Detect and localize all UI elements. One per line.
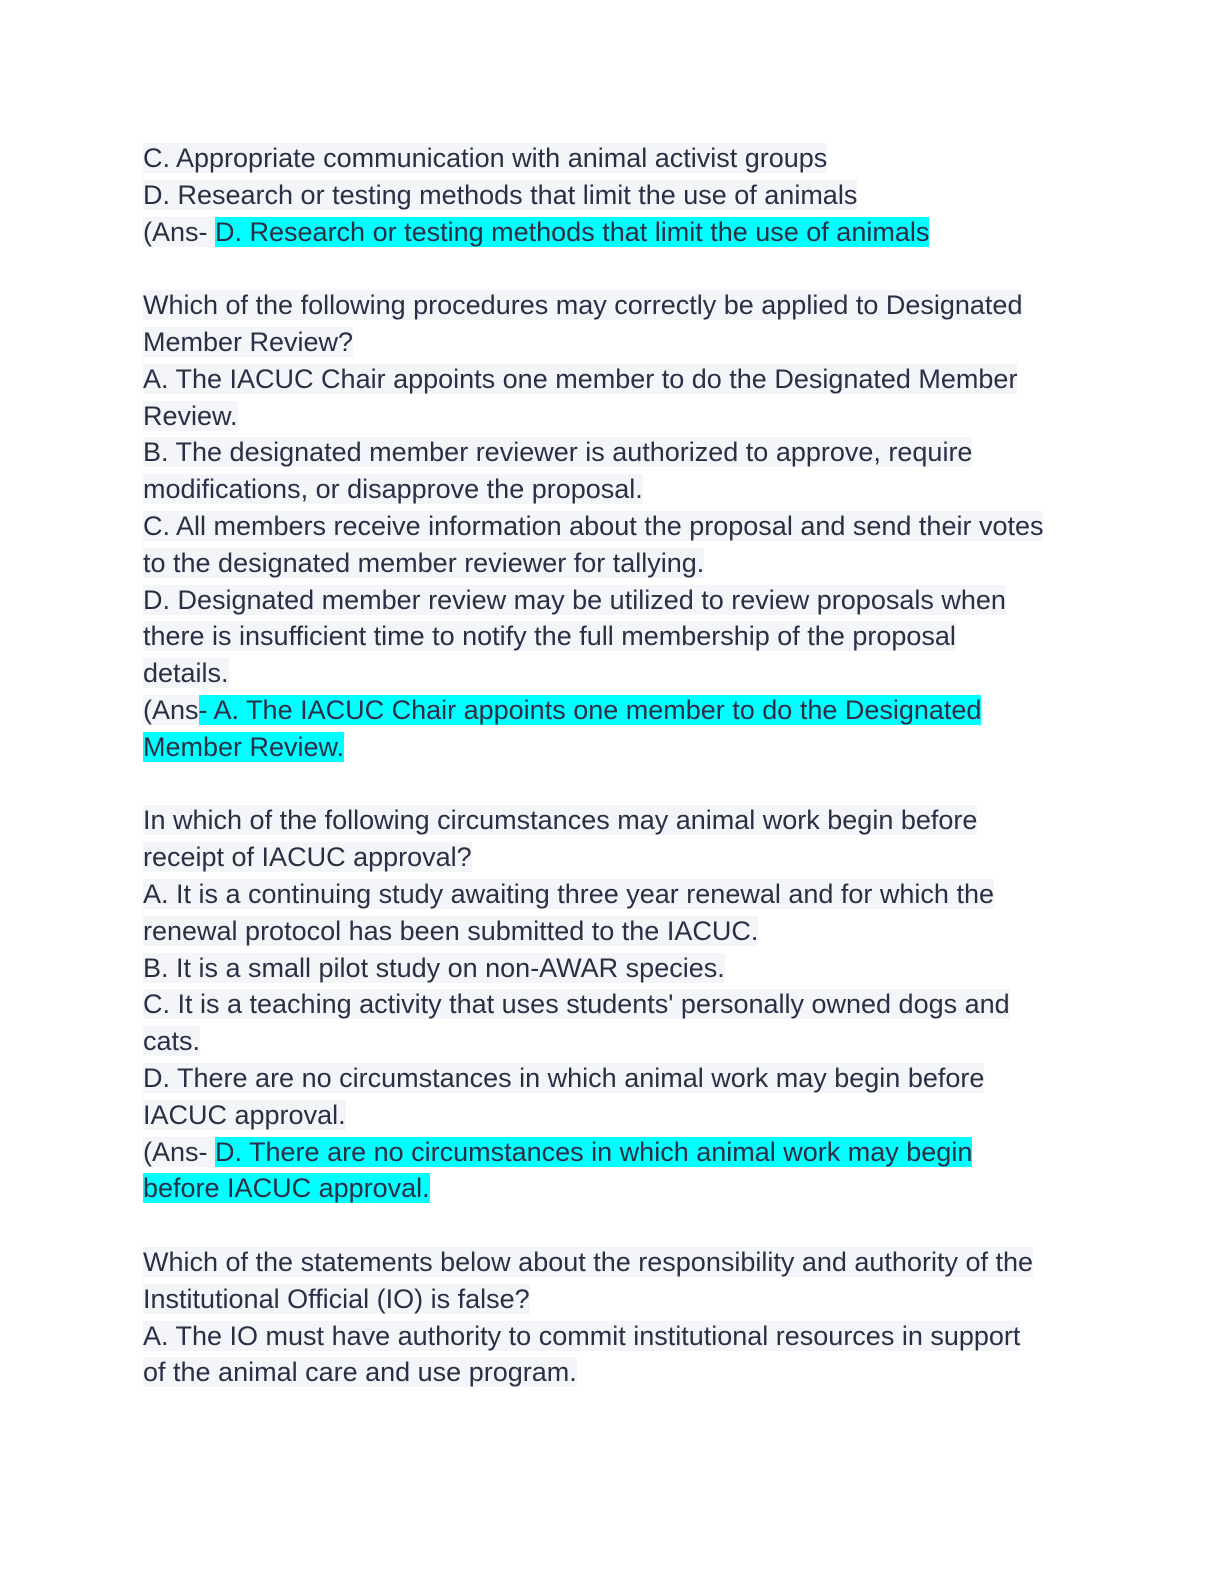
question-text: Which of the statements below about the responsibility and authority of the <box>143 1246 1034 1277</box>
question-line <box>143 802 1103 839</box>
answer-line <box>143 1134 1103 1171</box>
option-d-text: D. Research or testing methods that limit the use of animals <box>143 179 858 210</box>
option-c-text: C. All members receive information about the proposal and send their votes <box>143 510 1044 541</box>
answer-highlight: before IACUC approval. <box>143 1173 430 1204</box>
answer-prefix: (Ans <box>143 694 199 725</box>
option-line <box>143 950 1103 987</box>
option-line <box>143 545 1103 582</box>
question-text: In which of the following circumstances may animal work begin before <box>143 805 978 836</box>
option-a-text: A. It is a continuing study awaiting three year renewal and for which the <box>143 878 994 909</box>
option-line <box>143 434 1103 471</box>
option-line <box>143 1318 1103 1355</box>
answer-highlight: - A. The IACUC Chair appoints one member to do the Designated <box>198 694 982 725</box>
option-line <box>143 361 1103 398</box>
option-line <box>143 140 1103 177</box>
option-a-text: of the animal care and use program. <box>143 1357 577 1388</box>
option-c-text: C. Appropriate communication with animal activist groups <box>143 143 828 173</box>
spacer <box>143 250 1103 287</box>
option-line <box>143 876 1103 913</box>
option-line <box>143 508 1103 545</box>
answer-line <box>143 214 1103 251</box>
spacer <box>143 1207 1103 1244</box>
question-line <box>143 1281 1103 1318</box>
option-d-text: details. <box>143 658 229 689</box>
answer-highlight: Member Review. <box>143 731 345 762</box>
answer-prefix: (Ans- <box>143 216 216 247</box>
option-line <box>143 177 1103 214</box>
option-line <box>143 1097 1103 1134</box>
option-d-text: D. There are no circumstances in which animal work may begin before <box>143 1062 985 1093</box>
question-text: Member Review? <box>143 326 354 357</box>
spacer <box>143 766 1103 803</box>
answer-prefix: (Ans- <box>143 1136 216 1167</box>
option-a-text: Review. <box>143 400 238 431</box>
option-line <box>143 1354 1103 1391</box>
option-line <box>143 618 1103 655</box>
option-line <box>143 655 1103 692</box>
option-b-text: B. It is a small pilot study on non-AWAR species. <box>143 952 725 983</box>
option-line <box>143 471 1103 508</box>
option-a-text: renewal protocol has been submitted to the IACUC. <box>143 915 759 946</box>
question-line <box>143 839 1103 876</box>
option-d-text: D. Designated member review may be utilized to review proposals when <box>143 584 1006 615</box>
question-line <box>143 1244 1103 1281</box>
option-line <box>143 1023 1103 1060</box>
option-d-text: IACUC approval. <box>143 1099 346 1130</box>
answer-highlight: D. There are no circumstances in which animal work may begin <box>215 1136 973 1167</box>
answer-line <box>143 729 1103 766</box>
option-d-text: there is insufficient time to notify the full membership of the proposal <box>143 621 956 652</box>
option-a-text: A. The IACUC Chair appoints one member to do the Designated Member <box>143 363 1018 394</box>
question-line <box>143 287 1103 324</box>
option-line <box>143 398 1103 435</box>
answer-line <box>143 1170 1103 1207</box>
option-line <box>143 986 1103 1023</box>
option-b-text: modifications, or disapprove the proposal. <box>143 474 643 505</box>
question-text: Which of the following procedures may correctly be applied to Designated <box>143 290 1023 321</box>
option-c-text: cats. <box>143 1026 201 1057</box>
option-line <box>143 913 1103 950</box>
question-line <box>143 324 1103 361</box>
option-c-text: to the designated member reviewer for tallying. <box>143 547 705 578</box>
document-body <box>143 140 1103 1391</box>
answer-highlight: D. Research or testing methods that limit the use of animals <box>215 216 930 247</box>
question-text: receipt of IACUC approval? <box>143 842 472 873</box>
option-b-text: B. The designated member reviewer is authorized to approve, require <box>143 437 973 468</box>
option-c-text: C. It is a teaching activity that uses students' personally owned dogs and <box>143 989 1010 1020</box>
answer-line <box>143 692 1103 729</box>
option-a-text: A. The IO must have authority to commit institutional resources in support <box>143 1320 1021 1351</box>
question-text: Institutional Official (IO) is false? <box>143 1283 530 1314</box>
option-line <box>143 582 1103 619</box>
option-line <box>143 1060 1103 1097</box>
